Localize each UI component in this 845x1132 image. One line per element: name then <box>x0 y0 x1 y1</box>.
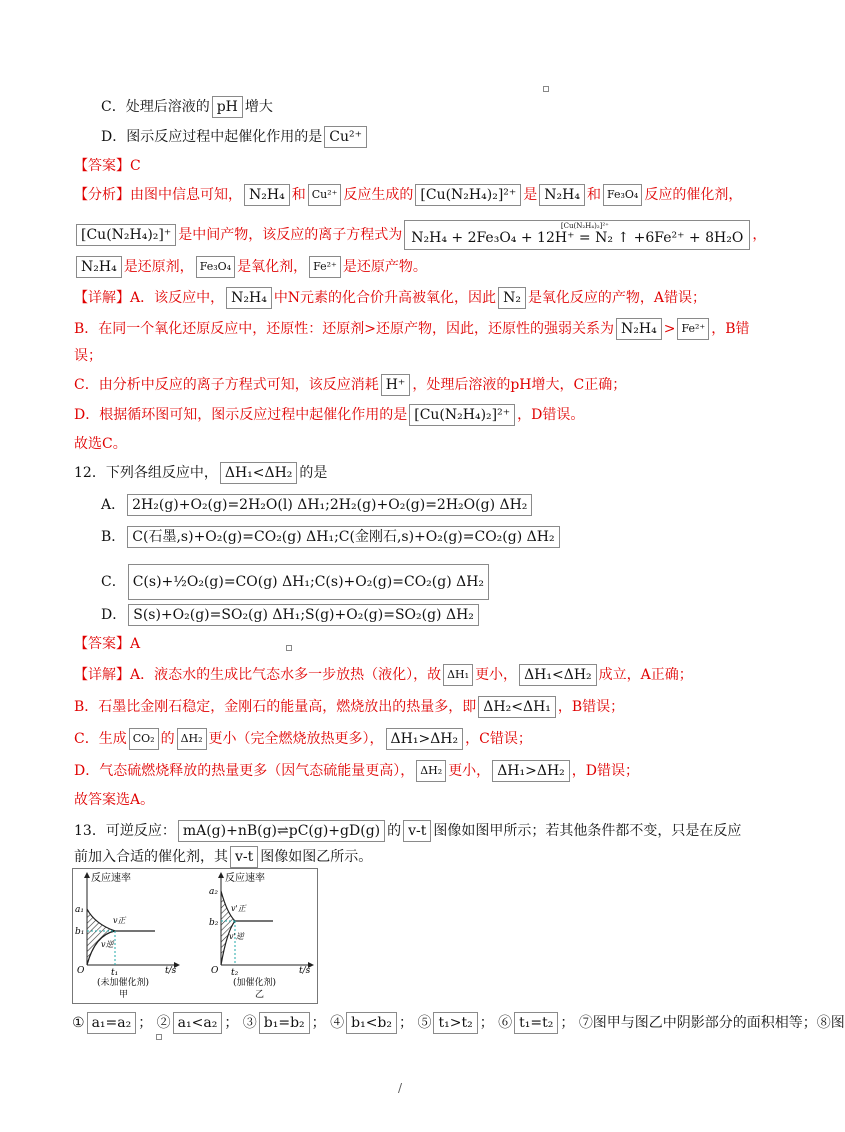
q11-analysis-line-1 <box>74 184 742 206</box>
separator: ； <box>138 1015 153 1031</box>
statement-box: b₁=b₂ <box>259 1012 310 1034</box>
analysis-text: 是中间产物，该反应的离子方程式为 <box>178 227 403 243</box>
answer-tag: 【答案】 <box>74 158 130 174</box>
page-footer: / <box>398 1081 403 1095</box>
detail-text: D．根据循环图可知，图示反应过程中起催化作用的是 <box>74 407 408 423</box>
statement-box: a₁<a₂ <box>173 1012 223 1034</box>
option-c-end: 增大 <box>244 99 273 115</box>
formula-box: N₂H₄ <box>539 184 585 206</box>
formula-box: ΔH₁>ΔH₂ <box>492 760 570 782</box>
item-number: ① <box>72 1015 85 1031</box>
option-c-text: C．处理后溶液的 <box>101 99 210 115</box>
q12-option-c <box>101 564 491 600</box>
v-forward-label: v正 <box>113 916 126 925</box>
statement-box: t₁>t₂ <box>433 1012 477 1034</box>
analysis-text: 是还原剂， <box>123 259 194 275</box>
equation-sign: = <box>578 230 591 246</box>
ph-formula: pH <box>212 96 243 118</box>
vt-graph-figure <box>72 868 318 1004</box>
y-axis-label: 反应速率 <box>91 873 131 884</box>
formula-box: v-t <box>230 846 258 868</box>
q11-detail-b <box>74 318 750 340</box>
conclusion-text: 故选C。 <box>74 436 127 452</box>
figure-name: 乙 <box>255 990 265 1000</box>
formula-box: ΔH₁<ΔH₂ <box>220 462 298 484</box>
q11-analysis-line-2 <box>74 220 766 250</box>
q12-answer <box>74 634 140 654</box>
shaded-area <box>87 909 115 965</box>
option-label: B． <box>101 529 126 545</box>
detail-text: ，处理后溶液的pH增大，C正确； <box>412 377 627 393</box>
figure-name: 甲 <box>119 990 129 1000</box>
detail-text: ，D错误。 <box>517 407 585 423</box>
t-label: t₂ <box>231 968 239 978</box>
formula-box: N₂H₄ <box>226 287 272 309</box>
detail-text: 更小， <box>475 667 518 683</box>
detail-text: A．液态水的生成比气态水多一步放热（液化），故 <box>130 667 442 683</box>
formula-box: Cu²⁺ <box>308 184 342 206</box>
q13-stem-line-1 <box>74 820 741 842</box>
formula-box: Fe₃O₄ <box>196 256 235 278</box>
q12-detail-c <box>74 728 532 750</box>
item-number: ④ <box>330 1015 345 1031</box>
question-text: 13．可逆反应： <box>74 823 176 839</box>
detail-text: D．气态硫燃烧释放的热量更多（因气态硫能量更高）， <box>74 763 415 779</box>
equation-left: N₂H₄ + 2Fe₃O₄ + 12H⁺ <box>411 230 575 246</box>
q12-option-b <box>101 526 562 548</box>
detail-text: 成立，A正确； <box>598 667 693 683</box>
v-forward-label: v'正 <box>231 904 246 913</box>
question-text: 的 <box>387 823 402 839</box>
formula-box: N₂H₄ <box>616 318 662 340</box>
detail-text: A．该反应中， <box>130 290 225 306</box>
detail-text: 更小（完全燃烧放热更多）， <box>208 731 384 747</box>
detail-text: ，B错 <box>711 321 750 337</box>
answer-value: A <box>130 636 141 652</box>
q11-option-d <box>101 126 369 148</box>
formula-box: N₂H₄ <box>76 256 122 278</box>
detail-text: C．由分析中反应的离子方程式可知，该反应消耗 <box>74 377 379 393</box>
statement-box: b₁<b₂ <box>346 1012 397 1034</box>
b-label: b₂ <box>209 918 219 928</box>
formula-box: Fe²⁺ <box>309 256 341 278</box>
caption: (未加催化剂) <box>97 978 150 988</box>
detail-text: B．在同一个氧化还原反应中，还原性：还原剂>还原产物，因此，还原性的强弱关系为 <box>74 321 615 337</box>
formula-box: Fe²⁺ <box>677 318 709 340</box>
formula-box: ΔH₁>ΔH₂ <box>386 728 464 750</box>
analysis-text: 和 <box>291 187 306 203</box>
formula-box: ΔH₂<ΔH₁ <box>478 696 556 718</box>
statement-box: t₁=t₂ <box>514 1012 558 1034</box>
item-number: ⑥ <box>498 1015 513 1031</box>
formula-box: v-t <box>403 820 431 842</box>
x-axis-label: t/s <box>165 966 177 976</box>
a-label: a₁ <box>75 905 84 915</box>
q12-detail-b <box>74 696 624 718</box>
q12-option-a <box>101 494 534 516</box>
item-number: ② <box>156 1015 171 1031</box>
answer-value: C <box>130 158 141 174</box>
formula-box: [Cu(N₂H₄)₂]⁺ <box>76 224 176 246</box>
option-d-text: D．图示反应过程中起催化作用的是 <box>101 129 323 145</box>
option-label: A． <box>101 497 126 513</box>
formula-box: CO₂ <box>129 728 159 750</box>
v-reverse-label: v逆 <box>101 940 114 949</box>
question-text: 12．下列各组反应中， <box>74 465 218 481</box>
q11-option-c <box>101 96 273 118</box>
analysis-text: 由图中信息可知， <box>130 187 242 203</box>
analysis-text: 是 <box>523 187 538 203</box>
detail-text: > <box>663 321 676 337</box>
detail-text: C．生成 <box>74 731 127 747</box>
v-reverse-label: v'逆 <box>229 932 244 941</box>
detail-text: 中N元素的化合价升高被氧化，因此 <box>273 290 497 306</box>
question-text: 图像如图乙所示。 <box>260 849 373 865</box>
option-formula: C(s)+½O₂(g)=CO(g) ΔH₁;C(s)+O₂(g)=CO₂(g) ΔH₂ <box>128 564 489 600</box>
q11-detail-c <box>74 374 626 396</box>
option-label: D． <box>101 607 127 623</box>
analysis-text: 是还原产物。 <box>342 259 427 275</box>
detail-tag: 【详解】 <box>74 290 130 306</box>
marker-square <box>543 86 549 92</box>
q13-stem-line-2 <box>74 846 372 868</box>
y-axis-label: 反应速率 <box>225 873 265 884</box>
q12-conclusion <box>74 790 154 810</box>
analysis-text: 反应的催化剂， <box>644 187 743 203</box>
a-label: a₂ <box>209 887 218 897</box>
ionic-equation <box>404 220 750 250</box>
cu-ion-formula: Cu²⁺ <box>324 126 367 148</box>
q12-stem <box>74 462 327 484</box>
detail-text: 误； <box>74 348 102 364</box>
option-formula: C(石墨,s)+O₂(g)=CO₂(g) ΔH₁;C(金刚石,s)+O₂(g)=CO₂(g) ΔH₂ <box>127 526 559 548</box>
q12-detail-d <box>74 760 639 782</box>
graph-yi <box>209 871 311 1000</box>
equation-right: N₂ ↑ +6Fe²⁺ + 8H₂O <box>595 230 744 246</box>
separator: ； <box>399 1015 414 1031</box>
option-formula: 2H₂(g)+O₂(g)=2H₂O(l) ΔH₁;2H₂(g)+O₂(g)=2H₂O(g) ΔH₂ <box>127 494 532 516</box>
caption: (加催化剂) <box>233 978 277 988</box>
equation-condition: [Cu(N₂H₄)₂]²⁺ <box>560 222 609 230</box>
detail-text: 更小， <box>448 763 491 779</box>
analysis-tag: 【分析】 <box>74 187 130 203</box>
marker-square <box>286 645 292 651</box>
origin-label: O <box>211 966 219 976</box>
q12-option-d <box>101 604 481 626</box>
formula-box: ΔH₂ <box>416 760 446 782</box>
t-label: t₁ <box>111 968 119 978</box>
graph-jia <box>75 871 177 1000</box>
detail-text: ，B错误； <box>557 699 625 715</box>
item-number: ⑤ <box>417 1015 432 1031</box>
formula-box: [Cu(N₂H₄)₂]²⁺ <box>409 404 515 426</box>
formula-box: N₂H₄ <box>244 184 290 206</box>
detail-text: 的 <box>160 731 175 747</box>
analysis-text: 反应生成的 <box>343 187 414 203</box>
q11-answer <box>74 156 141 176</box>
q11-detail-a <box>74 287 706 309</box>
item-number: ③ <box>242 1015 257 1031</box>
x-axis-label: t/s <box>299 966 311 976</box>
answer-tag: 【答案】 <box>74 636 130 652</box>
separator: ； <box>224 1015 239 1031</box>
formula-box: ΔH₁ <box>443 664 473 686</box>
analysis-text: 和 <box>586 187 601 203</box>
detail-text: ，D错误； <box>571 763 640 779</box>
separator: ； <box>560 1015 575 1031</box>
formula-box: ΔH₂ <box>177 728 207 750</box>
q11-conclusion <box>74 434 127 454</box>
marker-square <box>156 1034 162 1040</box>
detail-text: 是氧化反应的产物，A错误； <box>527 290 707 306</box>
formula-box: H⁺ <box>381 374 411 396</box>
option-formula: S(s)+O₂(g)=SO₂(g) ΔH₁;S(g)+O₂(g)=SO₂(g) ΔH₂ <box>128 604 479 626</box>
formula-box: [Cu(N₂H₄)₂]²⁺ <box>415 184 521 206</box>
equation-sign-group <box>560 222 609 247</box>
b-label: b₁ <box>75 927 85 937</box>
formula-box: mA(g)+nB(g)⇌pC(g)+gD(g) <box>178 820 385 842</box>
analysis-text: ， <box>752 227 767 243</box>
statement-box: a₁=a₂ <box>87 1012 137 1034</box>
separator: ； <box>479 1015 494 1031</box>
question-text: 的是 <box>299 465 328 481</box>
analysis-text: 是氧化剂， <box>237 259 308 275</box>
q12-detail-a <box>74 664 693 686</box>
formula-box: ΔH₁<ΔH₂ <box>519 664 597 686</box>
formula-box: Fe₃O₄ <box>603 184 642 206</box>
detail-text: ，C错误； <box>465 731 532 747</box>
separator: ； <box>311 1015 326 1031</box>
q13-statements <box>72 1012 845 1034</box>
conclusion-text: 故答案选A。 <box>74 792 155 808</box>
statement-tail: ⑦图甲与图乙中阴影部分的面积相等；⑧图 <box>578 1015 845 1031</box>
origin-label: O <box>77 966 85 976</box>
q11-detail-b-cont <box>74 346 102 366</box>
question-text: 前加入合适的催化剂，其 <box>74 849 228 865</box>
detail-tag: 【详解】 <box>74 667 130 683</box>
q11-detail-d <box>74 404 584 426</box>
detail-text: B．石墨比金刚石稳定，金刚石的能量高，燃烧放出的热量多，即 <box>74 699 477 715</box>
formula-box: N₂ <box>498 287 526 309</box>
question-text: 图像如图甲所示；若其他条件都不变，只是在反应 <box>433 823 742 839</box>
vt-graphs-svg <box>73 869 317 1003</box>
option-label: C． <box>101 574 126 590</box>
q11-analysis-line-3 <box>74 256 427 278</box>
